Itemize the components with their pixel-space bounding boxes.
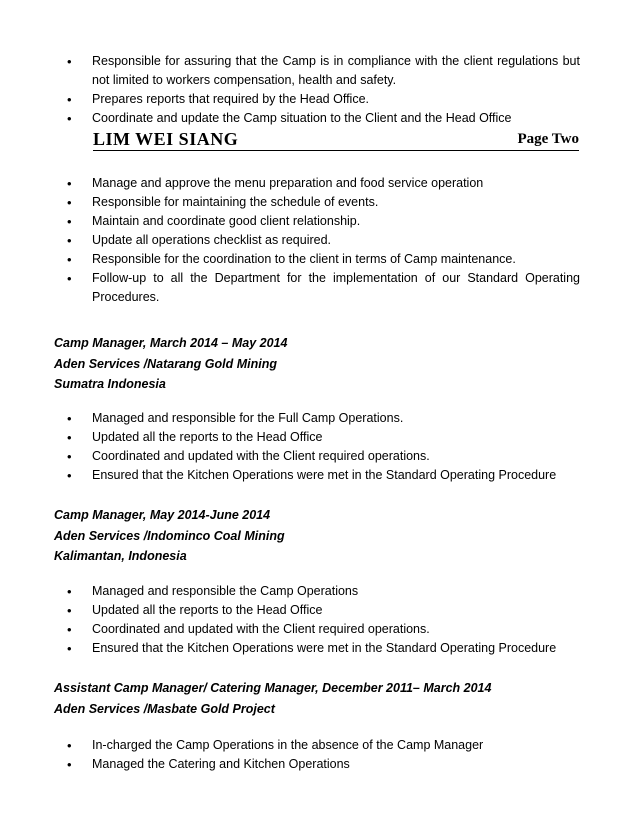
job-heading: [54, 678, 491, 719]
intro-bullet-list: [54, 52, 580, 128]
page-header: [93, 129, 579, 151]
list-item: • Updated all the reports to the Head Office: [54, 428, 580, 447]
list-item: • Coordinate and update the Camp situation to the Client and the Head Office: [54, 109, 580, 128]
list-item: • Maintain and coordinate good client relationship.: [54, 212, 580, 231]
job-title: Camp Manager, March 2014 – May 2014: [54, 336, 288, 350]
list-item: • Managed and responsible for the Full Camp Operations.: [54, 409, 580, 428]
list-item: • Ensured that the Kitchen Operations were met in the Standard Operating Procedure: [54, 466, 580, 485]
job-heading: [54, 333, 287, 395]
list-item: • Manage and approve the menu preparation and food service operation: [54, 174, 580, 193]
job-company: Aden Services /Indominco Coal Mining: [54, 528, 285, 543]
list-item: • Managed and responsible the Camp Operations: [54, 582, 580, 601]
job-bullet-list: [54, 409, 580, 485]
job-bullet-list: [54, 736, 580, 774]
list-item: • Responsible for maintaining the schedule of events.: [54, 193, 580, 212]
list-item: • Managed the Catering and Kitchen Operations: [54, 755, 580, 774]
list-item: • Updated all the reports to the Head Office: [54, 601, 580, 620]
candidate-name: LIM WEI SIANG: [93, 129, 239, 149]
job-company: Aden Services /Masbate Gold Project: [54, 701, 275, 716]
page-two-bullet-list: [54, 174, 580, 307]
job-heading: [54, 505, 285, 567]
list-item: • Update all operations checklist as required.: [54, 231, 580, 250]
job-bullet-list: [54, 582, 580, 658]
list-item: • Prepares reports that required by the Head Office.: [54, 90, 580, 109]
job-location: Kalimantan, Indonesia: [54, 549, 187, 563]
job-company: Aden Services /Natarang Gold Mining: [54, 356, 277, 371]
list-item: • Responsible for assuring that the Camp is in compliance with the client regulations but not limited to workers compensation, health and safety.: [54, 52, 580, 90]
job-location: Sumatra Indonesia: [54, 377, 166, 391]
list-item: • Ensured that the Kitchen Operations were met in the Standard Operating Procedure: [54, 639, 580, 658]
job-title: Assistant Camp Manager/ Catering Manager, December 2011– March 2014: [54, 681, 492, 695]
list-item: • Coordinated and updated with the Client required operations.: [54, 447, 580, 466]
list-item: • Responsible for the coordination to the client in terms of Camp maintenance.: [54, 250, 580, 269]
list-item: • In-charged the Camp Operations in the absence of the Camp Manager: [54, 736, 580, 755]
page-label: Page Two: [517, 131, 579, 147]
list-item: • Follow-up to all the Department for the implementation of our Standard Operating Procedures.: [54, 269, 580, 307]
list-item: • Coordinated and updated with the Client required operations.: [54, 620, 580, 639]
job-title: Camp Manager, May 2014-June 2014: [54, 508, 271, 522]
